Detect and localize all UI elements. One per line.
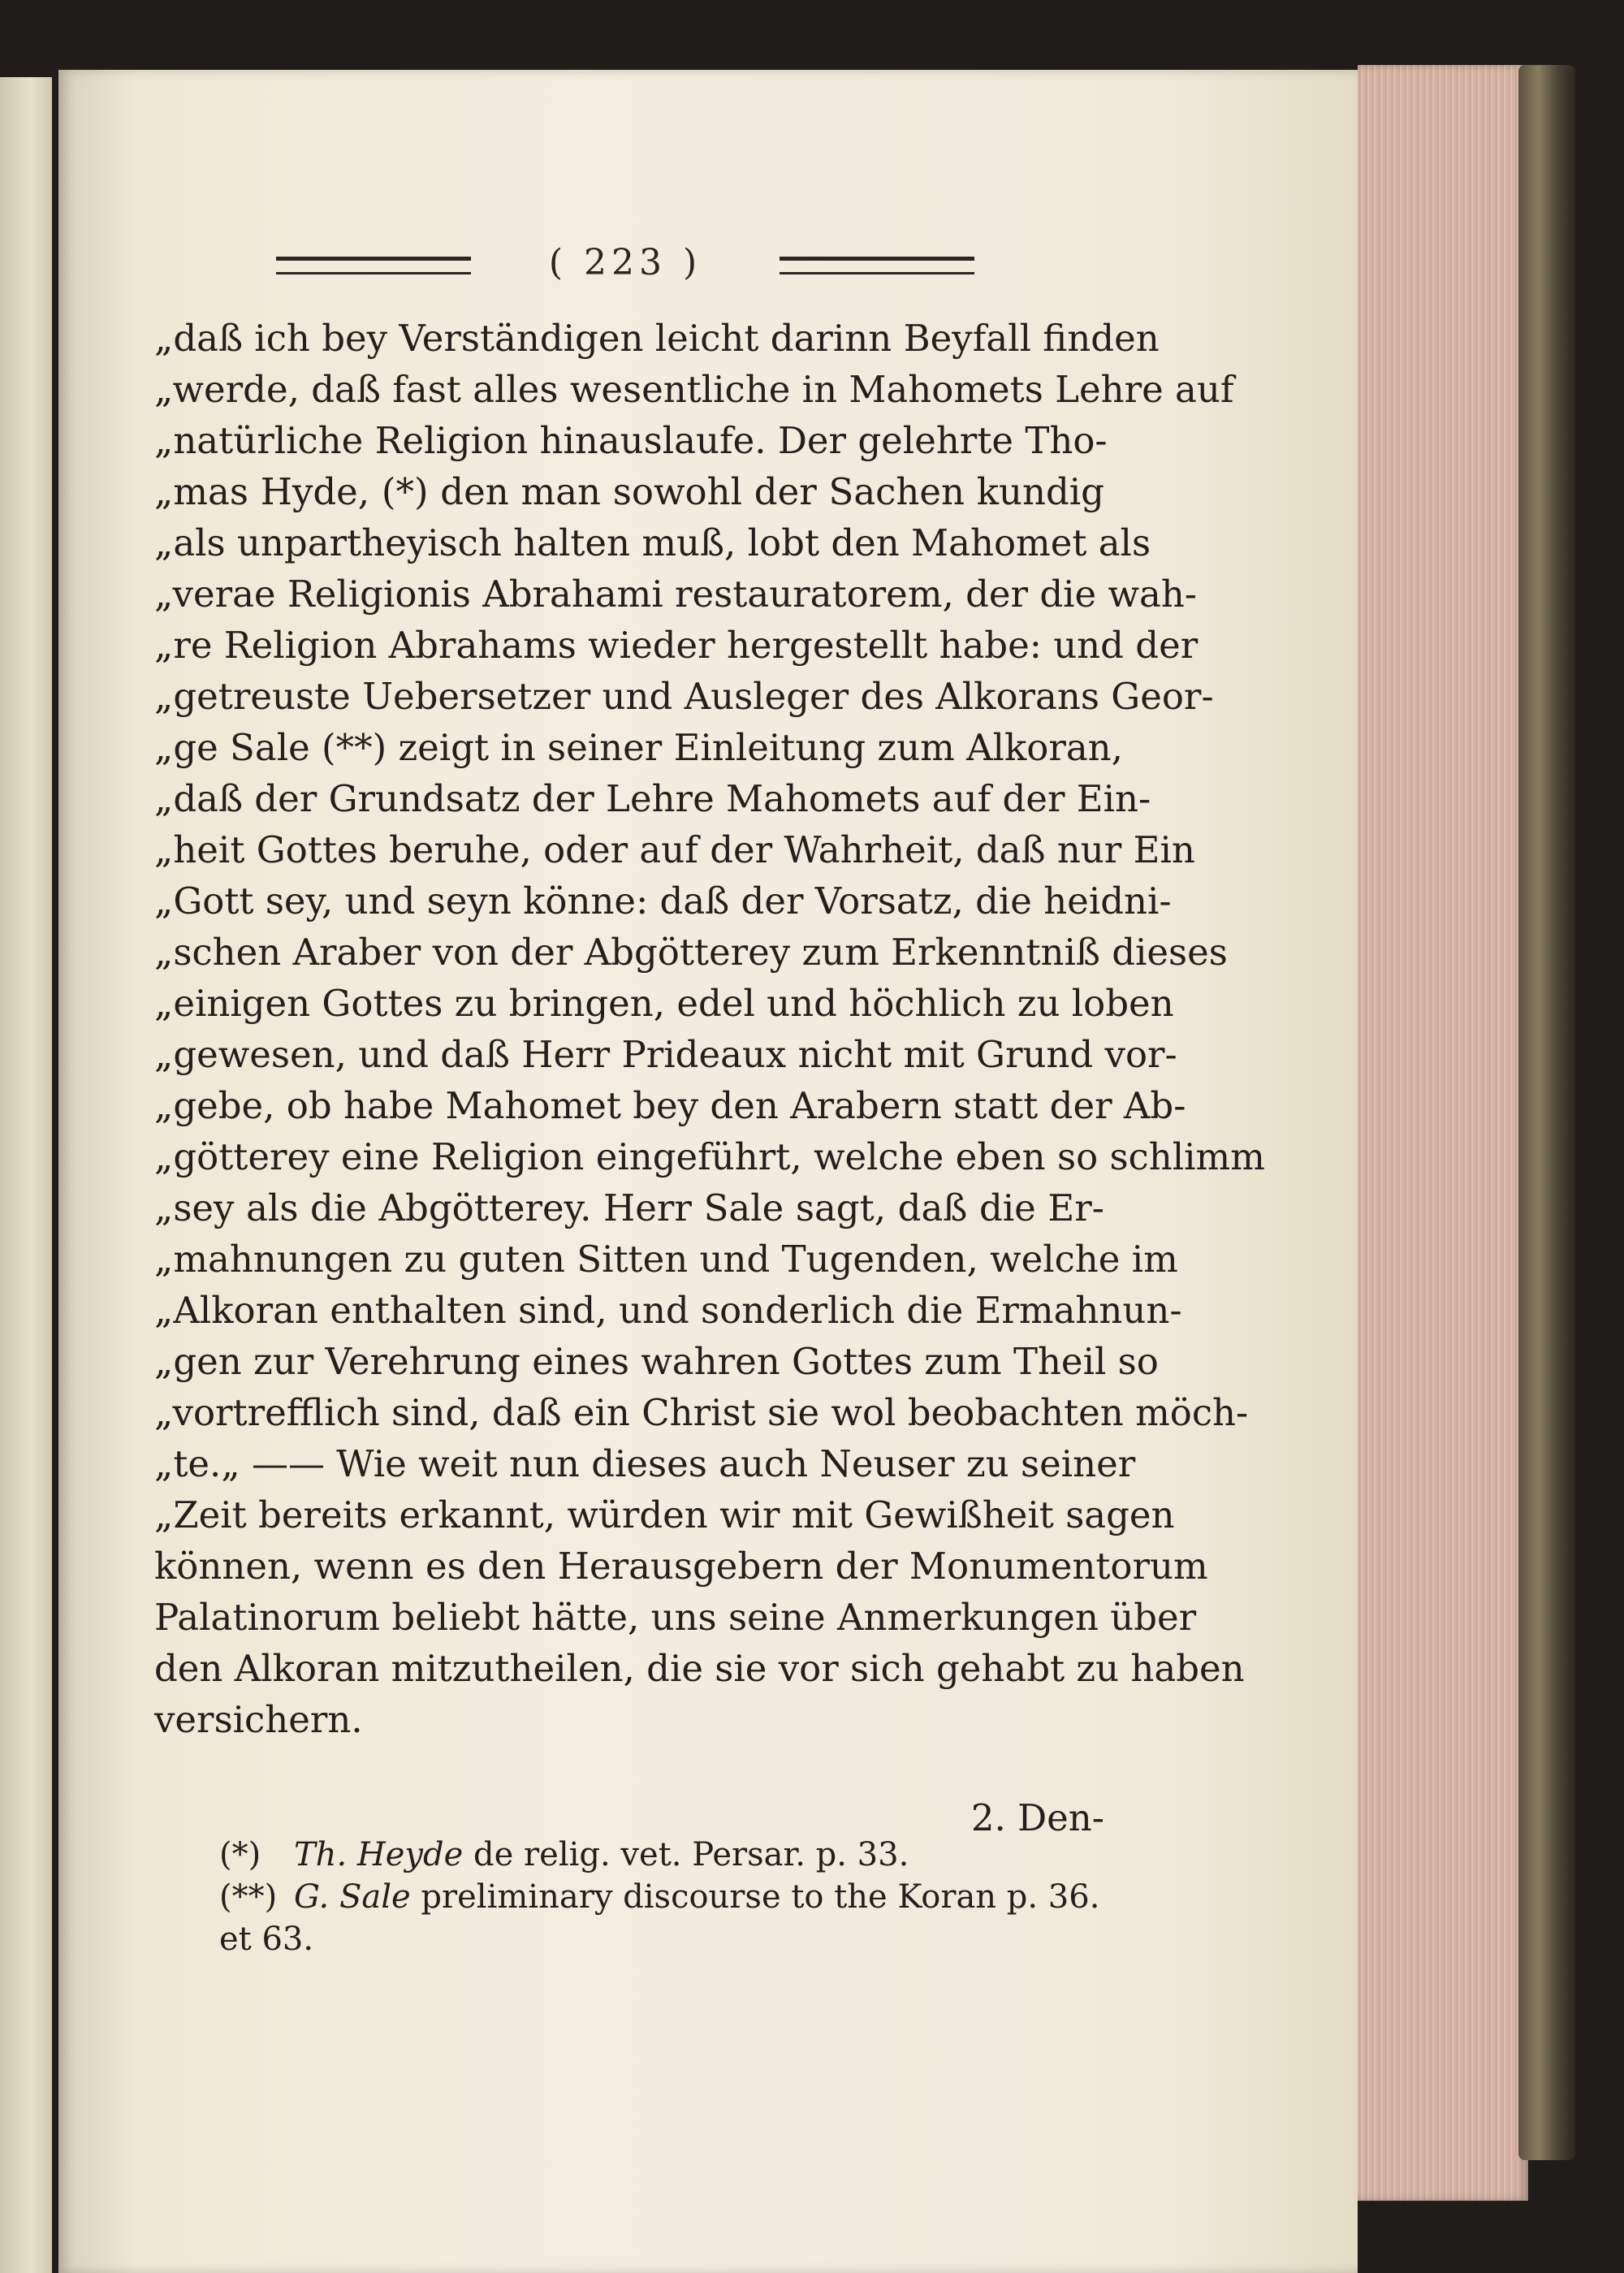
text-line: „getreuste Uebersetzer und Ausleger des Alkorans Geor-	[154, 675, 1214, 718]
text-line: „einigen Gottes zu bringen, edel und höchlich zu loben	[154, 982, 1174, 1025]
footnote-author: Th. Heyde	[294, 1836, 464, 1873]
footnote-2	[219, 1876, 1112, 1918]
text-line: „daß der Grundsatz der Lehre Mahomets auf der Ein-	[154, 777, 1151, 820]
text-line: „te.„ —— Wie weit nun dieses auch Neuser zu seiner	[154, 1442, 1136, 1485]
text-line: „gewesen, und daß Herr Prideaux nicht mit Grund vor-	[154, 1033, 1177, 1076]
body-text	[154, 313, 1265, 1745]
footnote-mark: (*)	[219, 1836, 261, 1873]
text-line: „Gott sey, und seyn könne: daß der Vorsatz, die heidni-	[154, 879, 1172, 923]
text-line: „werde, daß fast alles wesentliche in Mahomets Lehre auf	[154, 368, 1234, 411]
text-line: versichern.	[154, 1698, 363, 1741]
page-number: ( 223 )	[548, 242, 702, 283]
text-line: „mas Hyde, (*) den man sowohl der Sachen kundig	[154, 470, 1104, 513]
facing-page-edge	[0, 77, 52, 2273]
text-line: „natürliche Religion hinauslaufe. Der gelehrte Tho-	[154, 419, 1108, 462]
text-line: „Zeit bereits erkannt, würden wir mit Gewißheit sagen	[154, 1493, 1175, 1536]
text-line: „re Religion Abrahams wieder hergestellt habe: und der	[154, 624, 1199, 667]
footnotes	[219, 1834, 1112, 1960]
footnote-text: de relig. vet. Persar. p. 33.	[463, 1836, 909, 1873]
catchword: 2. Den-	[970, 1796, 1104, 1839]
text-line: „daß ich bey Verständigen leicht darinn Beyfall finden	[154, 317, 1160, 360]
page-header	[268, 242, 983, 291]
footnote-author: G. Sale	[294, 1878, 411, 1916]
text-line: können, wenn es den Herausgebern der Monumentorum	[154, 1545, 1208, 1588]
header-rule-left	[276, 257, 471, 274]
text-line: „gen zur Verehrung eines wahren Gottes zum Theil so	[154, 1340, 1159, 1383]
footnote-1	[219, 1834, 1112, 1876]
header-rule-right	[780, 257, 974, 274]
text-line: „als unpartheyisch halten muß, lobt den Mahomet als	[154, 521, 1151, 564]
text-line: „ge Sale (**) zeigt in seiner Einleitung zum Alkoran,	[154, 726, 1123, 769]
text-line: „Alkoran enthalten sind, und sonderlich die Ermahnun-	[154, 1289, 1182, 1332]
footnote-text: preliminary discourse to the Koran p. 36.	[410, 1878, 1100, 1916]
text-line: „götterey eine Religion eingeführt, welche eben so schlimm	[154, 1135, 1265, 1178]
text-line: „heit Gottes beruhe, oder auf der Wahrheit, daß nur Ein	[154, 828, 1195, 871]
text-line: „verae Religionis Abrahami restauratorem, der die wah-	[154, 573, 1198, 616]
text-line: „mahnungen zu guten Sitten und Tugenden, welche im	[154, 1238, 1178, 1281]
footnote-mark: (**)	[219, 1878, 278, 1916]
book-cover-edge	[1518, 65, 1575, 2160]
text-line: „sey als die Abgötterey. Herr Sale sagt, daß die Er-	[154, 1186, 1104, 1229]
text-line: Palatinorum beliebt hätte, uns seine Anmerkungen über	[154, 1596, 1197, 1639]
text-line: den Alkoran mitzutheilen, die sie vor sich gehabt zu haben	[154, 1647, 1245, 1690]
page-fore-edge	[1358, 65, 1528, 2201]
text-line: „schen Araber von der Abgötterey zum Erkenntniß dieses	[154, 931, 1228, 974]
text-line: „vortrefflich sind, daß ein Christ sie wol beobachten möch-	[154, 1391, 1249, 1434]
text-line: „gebe, ob habe Mahomet bey den Arabern statt der Ab-	[154, 1084, 1186, 1127]
footnote-2-continuation: et 63.	[219, 1921, 314, 1958]
